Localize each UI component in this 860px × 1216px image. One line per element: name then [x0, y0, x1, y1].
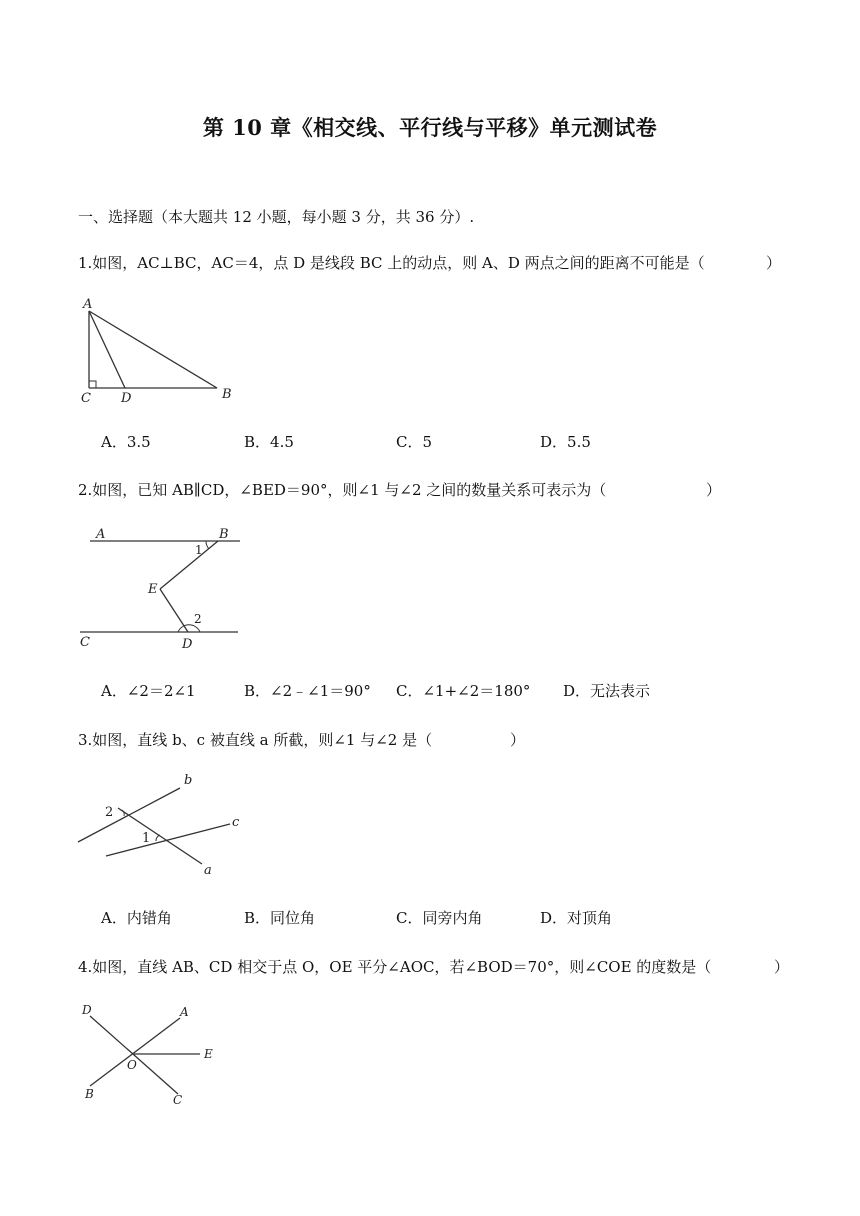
q3-option-d[interactable]: D．对顶角 [540, 909, 613, 927]
question-4-close: ） [774, 958, 790, 976]
question-4-stem [78, 956, 711, 977]
fig3-label-2: 2 [105, 805, 114, 820]
figure-1 [75, 296, 255, 406]
fig4-label-d: D [82, 1003, 92, 1017]
page-title: 第 10 章《相交线、平行线与平移》单元测试卷 [202, 115, 658, 140]
question-2-stem [78, 479, 606, 500]
fig2-label-a: A [96, 527, 106, 542]
question-4-text: 4.如图，直线 AB、CD 相交于点 O，OE 平分∠AOC，若∠BOD＝70°，则∠COE 的度数是（ [78, 958, 712, 976]
q2-option-b[interactable]: B．∠2﹣∠1＝90° [244, 682, 371, 700]
section-heading: 一、选择题（本大题共 12 小题，每小题 3 分，共 36 分）. [78, 208, 475, 226]
q2-option-d[interactable]: D．无法表示 [563, 682, 651, 700]
question-2-close: ） [706, 481, 722, 499]
fig1-label-d: D [121, 391, 132, 406]
fig3-label-c: c [232, 815, 240, 830]
fig3-label-a: a [204, 863, 212, 878]
q3-option-c[interactable]: C．同旁内角 [396, 909, 483, 927]
q1-option-a[interactable]: A．3.5 [101, 433, 151, 451]
question-3-text: 3.如图，直线 b、c 被直线 a 所截，则∠1 与∠2 是（ [78, 731, 433, 749]
fig4-label-b: B [85, 1087, 94, 1101]
fig2-label-d: D [182, 637, 193, 652]
question-3-stem [78, 729, 432, 750]
question-1-close: ） [766, 254, 782, 272]
q1-option-c[interactable]: C．5 [396, 433, 433, 451]
figure-4 [78, 1002, 258, 1112]
fig1-label-a: A [83, 297, 93, 312]
fig1-label-c: C [81, 391, 91, 406]
fig4-label-o: O [127, 1058, 137, 1072]
fig2-label-1: 1 [195, 543, 203, 557]
fig2-label-2: 2 [194, 612, 202, 626]
q1-option-b[interactable]: B．4.5 [244, 433, 294, 451]
fig3-label-1: 1 [142, 831, 151, 846]
question-3-close: ） [510, 731, 526, 749]
q1-option-d[interactable]: D．5.5 [540, 433, 591, 451]
fig4-label-c: C [173, 1093, 183, 1107]
fig4-label-e: E [204, 1047, 213, 1061]
question-1-text: 1.如图，AC⊥BC，AC＝4，点 D 是线段 BC 上的动点，则 A、D 两点之间的距离不可能是（ [78, 254, 705, 272]
fig3-label-b: b [184, 773, 193, 788]
fig4-label-a: A [180, 1005, 189, 1019]
question-2-text: 2.如图，已知 AB∥CD，∠BED＝90°，则∠1 与∠2 之间的数量关系可表示为（ [78, 481, 607, 499]
q2-option-c[interactable]: C．∠1+∠2＝180° [396, 682, 531, 700]
q3-option-b[interactable]: B．同位角 [244, 909, 316, 927]
fig2-label-e: E [148, 582, 158, 597]
figure-3 [76, 770, 256, 880]
figure-2 [78, 524, 258, 664]
fig2-label-b: B [219, 527, 229, 542]
fig2-label-c: C [80, 635, 90, 650]
fig1-label-b: B [222, 387, 232, 402]
question-1-stem [78, 252, 705, 273]
q3-option-a[interactable]: A．内错角 [101, 909, 172, 927]
q2-option-a[interactable]: A．∠2＝2∠1 [101, 682, 196, 700]
